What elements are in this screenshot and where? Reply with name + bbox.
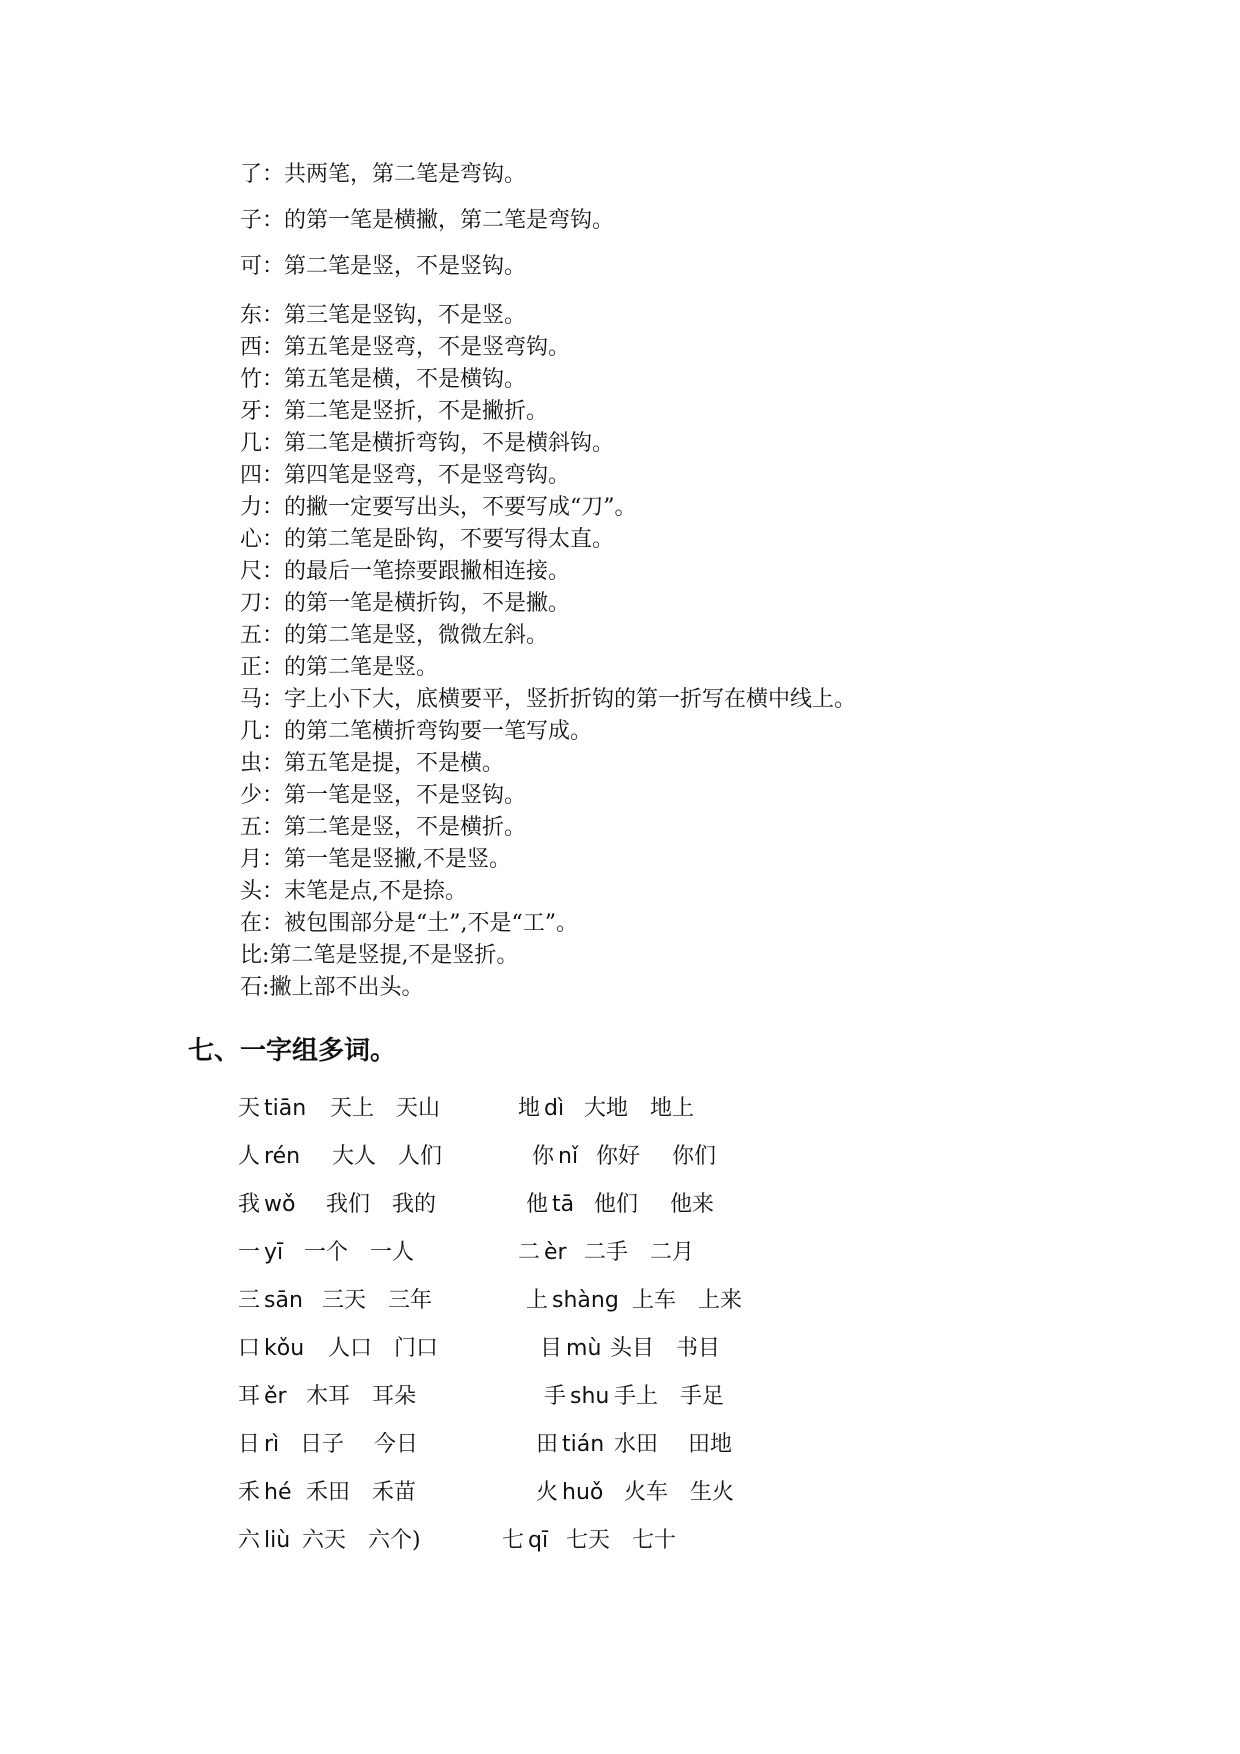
group-word-2: 禾苗 <box>372 1480 417 1505</box>
note-text: 的第二笔是竖，微微左斜。 <box>284 623 549 648</box>
note-text: 第二笔是横折弯钩，不是横斜钩。 <box>284 431 615 456</box>
note-text: 第四笔是竖弯，不是竖弯钩。 <box>284 463 571 488</box>
note-text: 第五笔是提，不是横。 <box>284 751 505 776</box>
group-word-2: 人们 <box>398 1144 443 1169</box>
stroke-note <box>240 687 856 713</box>
group-pinyin: kǒu <box>264 1336 305 1361</box>
group-word-1: 大地 <box>584 1096 629 1121</box>
note-text: 的撇一定要写出头，不要写成“刀”。 <box>284 495 637 520</box>
note-text: 撇上部不出头。 <box>269 975 424 1000</box>
group-pinyin: tián <box>562 1432 605 1457</box>
group-word-2: 地上 <box>650 1096 695 1121</box>
note-text: 第二笔是竖，不是横折。 <box>284 815 527 840</box>
note-sep: : <box>262 975 270 1000</box>
group-pinyin: nǐ <box>558 1144 579 1169</box>
stroke-note <box>240 527 614 553</box>
group-word-2: 你们 <box>672 1144 717 1169</box>
note-char: 五 <box>240 815 263 840</box>
group-char: 日 <box>238 1432 261 1457</box>
group-word-2: 我的 <box>392 1192 437 1217</box>
group-char: 天 <box>238 1096 261 1121</box>
group-char: 他 <box>526 1192 549 1217</box>
note-char: 几 <box>240 431 263 456</box>
note-sep: ： <box>262 879 285 904</box>
group-char: 口 <box>238 1336 261 1361</box>
group-pinyin: mù <box>566 1336 602 1361</box>
note-sep: ： <box>262 559 285 584</box>
group-word-2: 他来 <box>670 1192 715 1217</box>
note-text: 字上小下大，底横要平，竖折折钩的第一折写在横中线上。 <box>284 687 857 712</box>
note-char: 在 <box>240 911 263 936</box>
stroke-note <box>240 751 504 777</box>
group-word-1: 上车 <box>632 1288 677 1313</box>
note-sep: ： <box>262 399 285 424</box>
note-sep: ： <box>262 162 285 187</box>
stroke-note <box>240 335 570 361</box>
stroke-note <box>240 303 526 329</box>
note-text: 第三笔是竖钩，不是竖。 <box>284 303 527 328</box>
group-pinyin: tā <box>552 1192 575 1217</box>
group-char: 二 <box>518 1240 541 1265</box>
stroke-note <box>240 719 592 745</box>
group-char: 三 <box>238 1288 261 1313</box>
stroke-note <box>240 975 423 1001</box>
note-sep: ： <box>262 783 285 808</box>
group-pinyin: rén <box>264 1144 301 1169</box>
group-word-1: 水田 <box>614 1432 659 1457</box>
group-char: 七 <box>502 1528 525 1553</box>
group-pinyin: èr <box>544 1240 567 1265</box>
word-group-left <box>238 1144 443 1170</box>
stroke-note <box>240 254 526 280</box>
note-sep: ： <box>262 751 285 776</box>
stroke-note <box>240 783 526 809</box>
note-char: 刀 <box>240 591 263 616</box>
note-text: 第五笔是横，不是横钩。 <box>284 367 527 392</box>
group-word-2: 田地 <box>688 1432 733 1457</box>
group-char: 人 <box>238 1144 261 1169</box>
group-pinyin: qī <box>528 1528 549 1553</box>
note-text: 第一笔是竖，不是竖钩。 <box>284 783 527 808</box>
note-char: 牙 <box>240 399 263 424</box>
word-group-right <box>536 1432 733 1458</box>
group-char: 耳 <box>238 1384 261 1409</box>
word-group-left <box>238 1480 417 1506</box>
group-word-2: 耳朵 <box>372 1384 417 1409</box>
note-text: 的第二笔是竖。 <box>284 655 439 680</box>
note-text: 的第一笔是横折钩，不是撇。 <box>284 591 571 616</box>
note-char: 了 <box>240 162 263 187</box>
group-word-1: 木耳 <box>306 1384 351 1409</box>
stroke-note <box>240 162 526 188</box>
note-char: 尺 <box>240 559 263 584</box>
stroke-note <box>240 847 511 873</box>
word-group-right <box>502 1528 677 1554</box>
note-sep: ： <box>262 815 285 840</box>
word-group-right <box>536 1480 735 1506</box>
group-char: 一 <box>238 1240 261 1265</box>
word-group-right <box>518 1240 695 1266</box>
note-char: 五 <box>240 623 263 648</box>
note-char: 竹 <box>240 367 263 392</box>
group-pinyin: rì <box>264 1432 280 1457</box>
note-char: 头 <box>240 879 263 904</box>
note-char: 可 <box>240 254 263 279</box>
group-word-1: 七天 <box>566 1528 611 1553</box>
note-text: 第二笔是竖，不是竖钩。 <box>284 254 527 279</box>
group-word-1: 人口 <box>328 1336 373 1361</box>
note-char: 东 <box>240 303 263 328</box>
group-pinyin: hé <box>264 1480 292 1505</box>
group-word-1: 你好 <box>596 1144 641 1169</box>
note-sep: ： <box>262 495 285 520</box>
group-char: 上 <box>526 1288 549 1313</box>
word-group-left <box>238 1384 417 1410</box>
note-char: 月 <box>240 847 263 872</box>
word-group-left <box>238 1288 433 1314</box>
group-word-1: 禾田 <box>306 1480 351 1505</box>
note-char: 虫 <box>240 751 263 776</box>
group-char: 我 <box>238 1192 261 1217</box>
note-sep: : <box>262 943 270 968</box>
stroke-note <box>240 623 548 649</box>
stroke-note <box>240 495 637 521</box>
group-word-1: 三天 <box>322 1288 367 1313</box>
group-pinyin: huǒ <box>562 1480 604 1505</box>
note-sep: ： <box>262 367 285 392</box>
stroke-note <box>240 431 614 457</box>
note-sep: ： <box>262 303 285 328</box>
word-group-right <box>526 1288 743 1314</box>
group-pinyin: tiān <box>264 1096 307 1121</box>
stroke-note <box>240 815 526 841</box>
note-char: 马 <box>240 687 263 712</box>
word-group-left <box>238 1240 415 1266</box>
word-group-right <box>526 1192 715 1218</box>
note-char: 正 <box>240 655 263 680</box>
group-word-1: 天上 <box>330 1096 375 1121</box>
group-char: 禾 <box>238 1480 261 1505</box>
group-word-2: 七十 <box>632 1528 677 1553</box>
note-char: 少 <box>240 783 263 808</box>
group-pinyin: dì <box>544 1096 565 1121</box>
group-char: 火 <box>536 1480 559 1505</box>
note-sep: ： <box>262 208 285 233</box>
note-sep: ： <box>262 254 285 279</box>
note-text: 第二笔是竖提,不是竖折。 <box>269 943 519 968</box>
note-text: 的最后一笔捺要跟撇相连接。 <box>284 559 571 584</box>
note-text: 的第二笔是卧钩，不要写得太直。 <box>284 527 615 552</box>
note-text: 的第一笔是横撇，第二笔是弯钩。 <box>284 208 615 233</box>
note-sep: ： <box>262 527 285 552</box>
group-char: 你 <box>532 1144 555 1169</box>
stroke-note <box>240 591 570 617</box>
note-char: 几 <box>240 719 263 744</box>
stroke-note <box>240 208 614 234</box>
word-group-right <box>540 1336 721 1362</box>
stroke-note <box>240 879 467 905</box>
word-group-left <box>238 1528 421 1554</box>
note-text: 末笔是点,不是捺。 <box>284 879 468 904</box>
stroke-note <box>240 943 518 969</box>
group-word-1: 一个 <box>304 1240 349 1265</box>
section-heading: 七、一字组多词。 <box>188 1036 397 1066</box>
group-word-1: 日子 <box>300 1432 345 1457</box>
note-text: 第一笔是竖撇,不是竖。 <box>284 847 512 872</box>
stroke-note <box>240 367 526 393</box>
group-pinyin: ěr <box>264 1384 287 1409</box>
note-text: 第五笔是竖弯，不是竖弯钩。 <box>284 335 571 360</box>
note-sep: ： <box>262 655 285 680</box>
group-word-2: 门口 <box>394 1336 439 1361</box>
word-group-right <box>518 1096 695 1122</box>
group-word-1: 大人 <box>332 1144 377 1169</box>
note-sep: ： <box>262 719 285 744</box>
group-word-2: 二月 <box>650 1240 695 1265</box>
group-pinyin: shu <box>570 1384 610 1409</box>
note-char: 子 <box>240 208 263 233</box>
stroke-note <box>240 655 438 681</box>
stroke-note <box>240 463 570 489</box>
group-word-1: 火车 <box>624 1480 669 1505</box>
group-char: 六 <box>238 1528 261 1553</box>
note-sep: ： <box>262 847 285 872</box>
group-word-2: 生火 <box>690 1480 735 1505</box>
note-char: 比 <box>240 943 263 968</box>
note-sep: ： <box>262 591 285 616</box>
note-sep: ： <box>262 335 285 360</box>
word-group-left <box>238 1432 419 1458</box>
stroke-note <box>240 399 548 425</box>
note-char: 心 <box>240 527 263 552</box>
stroke-note <box>240 911 578 937</box>
note-char: 西 <box>240 335 263 360</box>
group-word-1: 手上 <box>614 1384 659 1409</box>
group-word-1: 二手 <box>584 1240 629 1265</box>
note-text: 的第二笔横折弯钩要一笔写成。 <box>284 719 593 744</box>
note-sep: ： <box>262 463 285 488</box>
group-word-1: 头目 <box>610 1336 655 1361</box>
group-char: 地 <box>518 1096 541 1121</box>
note-sep: ： <box>262 623 285 648</box>
note-sep: ： <box>262 687 285 712</box>
group-word-2: 书目 <box>676 1336 721 1361</box>
group-word-2: 今日 <box>374 1432 419 1457</box>
group-word-1: 六天 <box>302 1528 347 1553</box>
note-text: 第二笔是竖折，不是撇折。 <box>284 399 549 424</box>
group-char: 手 <box>544 1384 567 1409</box>
group-pinyin: liù <box>264 1528 291 1553</box>
group-word-1: 他们 <box>594 1192 639 1217</box>
group-word-2: 上来 <box>698 1288 743 1313</box>
note-char: 石 <box>240 975 263 1000</box>
group-word-2: 三年 <box>388 1288 433 1313</box>
note-sep: ： <box>262 911 285 936</box>
note-text: 被包围部分是“土”,不是“工”。 <box>284 911 579 936</box>
group-pinyin: yī <box>264 1240 284 1265</box>
group-word-2: 手足 <box>680 1384 725 1409</box>
word-group-right <box>532 1144 717 1170</box>
word-group-left <box>238 1192 437 1218</box>
note-char: 力 <box>240 495 263 520</box>
group-char: 目 <box>540 1336 563 1361</box>
group-char: 田 <box>536 1432 559 1457</box>
group-pinyin: shàng <box>552 1288 619 1313</box>
group-pinyin: sān <box>264 1288 303 1313</box>
group-word-2: 天山 <box>396 1096 441 1121</box>
group-word-2: 六个) <box>368 1528 421 1553</box>
word-group-left <box>238 1336 439 1362</box>
note-sep: ： <box>262 431 285 456</box>
group-word-1: 我们 <box>326 1192 371 1217</box>
note-text: 共两笔，第二笔是弯钩。 <box>284 162 527 187</box>
group-pinyin: wǒ <box>264 1192 296 1217</box>
word-group-right <box>544 1384 725 1410</box>
stroke-note <box>240 559 570 585</box>
group-word-2: 一人 <box>370 1240 415 1265</box>
note-char: 四 <box>240 463 263 488</box>
word-group-left <box>238 1096 441 1122</box>
